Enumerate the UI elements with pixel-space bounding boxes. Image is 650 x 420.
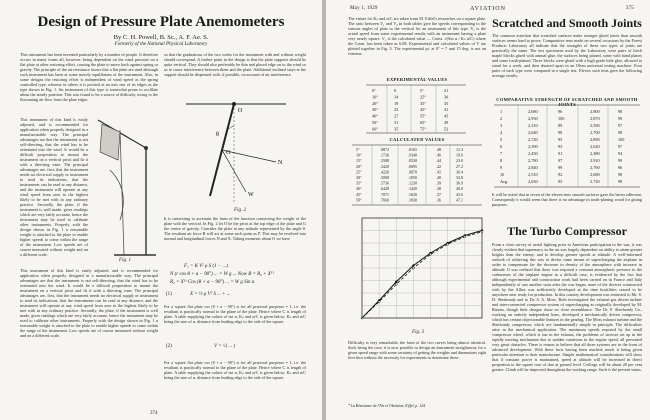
table-cell: 2,720: [528, 137, 538, 142]
table-cell: 10: [500, 172, 505, 177]
table-cell: 12.3: [456, 147, 463, 152]
table-cell: .42: [436, 163, 441, 169]
table-cell: 75°: [420, 126, 427, 132]
data-point: [430, 253, 432, 255]
scratched-joints-title: Scratched and Smooth Joints: [492, 16, 642, 30]
table-cell: 94: [618, 151, 623, 156]
equation-line-1: F₁ = K V² ρ S (1 − ...): [184, 264, 228, 269]
article-author: By C. H. Powell, B. Sc., A. F. Ae. S.: [113, 34, 209, 41]
fig3-chart: [348, 212, 488, 328]
conclusion-paragraph: Difficulty is very remarkable, the form of the two curves being almost identical. Such being the case, it is now possible to design an instrument straightaway for a given speed range with some certainty of getting the weights and dimensions right first shot without the necessity for experiments to determine these.: [348, 340, 486, 360]
equation-number-2: (2): [166, 344, 172, 349]
table-cell: 25°: [356, 169, 362, 175]
table-cell: .6428: [380, 186, 389, 192]
table-cell: .5736: [380, 180, 389, 186]
svg-text:G: G: [226, 150, 231, 156]
table-cell: 5°: [420, 88, 424, 93]
fig2-caption: Fig. 2: [234, 208, 246, 213]
table-cell: .48: [436, 147, 441, 152]
table-cell: 2,950: [528, 116, 538, 121]
table-cell: .0695: [408, 163, 417, 169]
data-point: [412, 267, 414, 269]
table-cell: 8: [500, 158, 503, 163]
table-cell: 2,450: [528, 151, 538, 156]
table-cell: 40.0: [456, 186, 463, 192]
table-cell: .1230: [408, 180, 417, 186]
data-point: [378, 301, 380, 303]
table-cell: .0340: [408, 152, 417, 158]
data-point: [412, 265, 414, 267]
table-cell: 15°: [356, 158, 362, 164]
table-cell: 89: [558, 123, 563, 128]
table-cell: .3420: [380, 163, 389, 169]
table-cell: 41: [444, 107, 449, 113]
table-cell: 45°: [420, 107, 427, 113]
table-cell: .46: [436, 152, 441, 158]
table-cell: 2,620: [590, 144, 600, 149]
table-cell: 96: [618, 165, 623, 170]
table-cell: 91: [558, 151, 563, 156]
data-point: [361, 317, 363, 319]
table-cell: 35: [394, 126, 399, 132]
table-cell: 97: [618, 144, 623, 149]
table-cell: 23.0: [456, 158, 463, 164]
series-line-experimental: [362, 231, 482, 319]
table-cell: 2,680: [590, 172, 600, 177]
table-cell: 3: [500, 123, 503, 128]
fig3-caption: Fig. 3: [412, 330, 424, 335]
left-page-number: 374: [150, 411, 158, 416]
data-point: [447, 243, 449, 245]
table-cell: 23: [394, 107, 399, 113]
table-cell: 4: [500, 130, 503, 135]
table-cell: .1830: [408, 197, 417, 203]
table-cell: 45°: [356, 191, 362, 197]
right-column-paragraph: so that the graduations of the two scales for the instrument with and without weight should correspond. A further point in the design is that the plate supports should be quite vertical. They should also preferably be thin and placed edge on to the wind so as to cause interference between them and the plate. Additional inclined stays at the support should be dispensed with, if possible, on account of air interference.: [164, 52, 306, 77]
table-cell: 25°: [420, 94, 427, 100]
table-cell: .0520: [408, 158, 417, 164]
footnote: * La Résistance de l'Air et l'Aviation, Eiffel, p. 124.: [348, 404, 426, 408]
table-cell: 98: [618, 172, 623, 177]
table-cell: .7660: [380, 197, 389, 203]
equation-line-2: N (r cos θ + a − 90°) ... = W g ... Now B = R₀ + X¹¹: [170, 272, 274, 277]
table-cell: .37: [436, 191, 441, 197]
header-magazine: AVIATION: [470, 6, 506, 12]
table-cell: 2,650: [528, 179, 538, 184]
values-paragraph: The values for Kₙ and α/C are taken from M. Eiffel's researches on a square plate. The ratio between V₁ and V₂ in both tables give the speeds corresponding to the various angles of plate to the vertical for an instrument of this type. Vₐ is the actual speed from some experimental results with an instrument having a plate very nearly square. V₁ is the calculated value — Const. √(Sin α / Kₙ α/C) where the Const. has been taken as 6.08. Experimental and calculated values of V are plotted together in Fig. 3. The experimental pt. at 0° = 7 and 15 deg. is not an extreme.: [348, 16, 486, 56]
table-cell: 98: [618, 130, 623, 135]
table-cell: 2,510: [528, 172, 538, 177]
table-cell: .2588: [380, 158, 389, 164]
table-cell: 40°: [356, 186, 362, 192]
table-cell: 19: [394, 100, 399, 106]
table-cell: 92: [558, 172, 563, 177]
table-cell: .41: [436, 169, 441, 175]
table-cell: 20°: [356, 163, 362, 169]
svg-text:θ: θ: [216, 132, 219, 138]
table-cell: .1620: [408, 191, 417, 197]
fig1-anemometer-drawing: [90, 110, 160, 260]
table-cell: 95: [558, 179, 563, 184]
table-cell: 27: [394, 113, 399, 119]
table-cell: .4226: [380, 169, 389, 175]
joints-table: [494, 104, 640, 188]
table-cell: 0°: [372, 88, 376, 93]
table-cell: 2,590: [528, 144, 538, 149]
table-intro-paragraph: For a square flat plate cos (θ + a − 90°) is for all practical purposes = 1, i.e. the resultant is practically normal to the plane of the plate. Hence where C is length of plate. A table supplying the values of sin α, Kₙ and α/C is given below, Kₙ and α/C being the sine of α, distance from leading edge to the side of the square.: [164, 360, 306, 380]
table-cell: 14: [394, 94, 399, 100]
left-column-paragraph: This instrument of this kind is easily adjusted, and is recommended for application when properly designed in a manufacturable way. The principal advantages are that the instrument is not self-directing, that the wind has to be orientated into the wind. It would be a difficult proposition to mount the instrument on a vertical pivot and fit it with a directing vane. The principal advantages are, first, that the instrument needs no electrical supply or instrument to read its indications, that the instruments can be read at any distance, and the instrument will operate at any wind speed from zero to the highest likely to be met with in any ordinary practice. Secondly, the plate, if the instrument is well made, gives readings which are very fairly accurate, hence the instrument may be used to calibrate other instruments. Properly with the design shown in Fig. 1 a reasonable weight is attached to the plate to enable higher speeds to come within the range of the instrument. Low speeds are of course measured without weight and on a different scale.: [20, 117, 88, 257]
table-cell: 30°: [356, 175, 362, 180]
data-point: [395, 283, 397, 285]
table-cell: 2,640: [528, 130, 538, 135]
equation-line-5: V = √( ... ): [214, 344, 236, 349]
table-cell: 50°: [372, 120, 379, 125]
svg-text:N: N: [278, 160, 283, 166]
left-column-continued: This instrument of this kind is easily adjusted, and is recommended for application when properly designed in a manufacturable way. The principal advantages are that the instrument is not self-directing, that the wind has to be orientated into the wind. It would be a difficult proposition to mount the instrument on a vertical pivot and fit it with a directing vane. The principal advantages are, first, that the instrument needs no electrical supply or instrument to read its indications, that the instruments can be read at any distance, and the instrument will operate at any wind speed from zero to the highest likely to be met with in any ordinary practice. Secondly, the plate, if the instrument is well made, gives readings which are very fairly accurate, hence the instrument may be used to calibrate other instruments. Properly with the design shown in Fig. 1 a reasonable weight is attached to the plate to enable higher speeds to come within the range of the instrument. Low speeds are of course measured without weight and on a different scale.: [20, 268, 158, 338]
table-cell: 2,720: [590, 179, 600, 184]
article-title: Design of Pressure Plate Anemometers: [37, 14, 285, 30]
turbo-compressor-text: From a close survey of aerial fighting prior to American participation in the war, it was clearly evident that supremacy in the air was largely dependent on ability to attain greater heights than the enemy, and to develop greater speeds at altitude. A well-informed outlook of achieving this was to devise some means of supercharging the airplane in order to compensate for the decrease in density of the atmosphere with increase in altitude. It was realized that there was required a constant atmospheric pressure to the carburetors of the airplane engine in a difficult case, is evidenced by the fact that although experimental and construction work had been carried on in France and Italy independently of one another soon after the war began, none of the devices constructed with by the Allies was sufficiently developed at the time hostilities ceased to be anywhere near ready for production. In this country development was entrusted to Mr. S. H. Sherbondy and to Dr. S. A. Moss. Both investigated the exhaust-gas driven turbine and inter-connected compressor system of supercharging as originally developed by M. Rateau, though their designs show no close resemblance. The Dr. F. Sherbondy Co., working on entirely independent lines, developed a mechanically driven compressor, which has certain objectionable features in the gearing. The Moss exhaust turbine and the Sherbondy compressor, which are fundamentally simple in principle. The difficulties arise in the mechanical application. The maximum speeds required by the small compressor wheel, which is run in the exhaust, the problems of stresses set up in the rapidly moving mechanism due to sudden variations in the engine speed, all presented very great obstacles. There is reason to believe that all three systems are in the front of advanced development. With these facts having been reached, much is being given particular attention to their manufacture. Simple mathematical considerations will show that if constant power is maintained, speed at altitude will be increased in direct proportion to the square root of that at ground level. Ceilings will be about 20 per cent greater. Climb will be improved throughout the working range. Such is the present status.: [492, 242, 642, 372]
table-cell: 5: [500, 137, 503, 142]
table-cell: 27.2: [456, 163, 463, 169]
table-cell: 52: [444, 126, 449, 132]
table-cell: 98: [558, 130, 563, 135]
data-point: [464, 236, 466, 238]
table-cell: 2: [500, 116, 503, 121]
table-cell: Avg.: [500, 179, 509, 184]
table-cell: 99: [558, 165, 563, 170]
table-cell: 6: [500, 144, 503, 149]
table-cell: 2,590: [590, 123, 600, 128]
experimental-table: [366, 84, 466, 134]
data-point: [395, 281, 397, 283]
table-cell: 10°: [356, 152, 362, 158]
table-cell: 5°: [356, 147, 360, 152]
table-cell: 18.6: [456, 152, 463, 158]
table-cell: .39: [436, 180, 441, 186]
table-cell: 93: [558, 144, 563, 149]
header-page-number: 375: [625, 6, 634, 11]
table-cell: 1: [500, 109, 503, 114]
intro-paragraph: This instrument has been invented particularly by a number of people. It therefore occurs in many forms all, however, being dependent on the wind pressure on a flat plate at other restoring effort, causing the plate to move back against spring or gravity. The principle of the air resistance shows that a flat plate are used although such instrument has been at some merely equilibrium of the instrument. Also, in some designs the restoring effort is independent of wind speed as the spring controlled type, whereas in others it is pivoted at an axis one of its edges as the type shown in Fig. 1. An instrument of this type is somewhat prone to oscillate about the steady position. This was found to be a source of difficulty owing to the fluctuating air flow from the plate edges.: [20, 52, 158, 102]
turbo-compressor-title: The Turbo Compressor: [507, 224, 627, 238]
table-cell: .0165: [408, 147, 417, 152]
table-cell: 30: [444, 94, 449, 100]
table-cell: 20°: [372, 100, 379, 106]
table-cell: 96: [558, 109, 563, 114]
table-cell: 30°: [372, 107, 379, 113]
right-page: [326, 0, 650, 420]
table-cell: 49: [444, 120, 449, 125]
joints-conclusion: It will be noted that in seven of the eleven tests smooth surfaces gave the better adhesion. Consequently it would seem that there is no advantage in tooth-planing wood for gluing purposes.: [492, 192, 642, 207]
table-cell: 35°: [356, 180, 362, 186]
equation-number-1: (1): [166, 292, 172, 297]
table-cell: 43.6: [456, 191, 463, 197]
scratched-joints-text: The common assertion that scratched surfaces make stronger glued joints than smooth surfaces seems hard to prove. Comparative tests made on several occasions by the Forest Products Laboratory all indicate that the strengths of these two types of joints are practically the same. The test specimens used by the Laboratory were pairs of birch maple blocks glued with animal glue, the surfaces being planed, some with hand planes and some tooth-planed. Three blocks were glued with a high grade hide glue, allowed to stand for a week, and then sheared apart in an Olsen universal testing machine. Four pairs of each type were compared in a single test. Eleven such tests gave the following average results:: [492, 33, 642, 78]
table-cell: 31: [394, 120, 399, 125]
calculated-table-title: CALCULATED VALUES: [389, 137, 445, 142]
table-cell: .1420: [408, 186, 417, 192]
svg-text:O: O: [238, 108, 243, 114]
article-affiliation: Formerly of the National Physical Laboratory: [114, 42, 208, 47]
table-cell: 40°: [372, 113, 379, 119]
table-cell: .44: [436, 158, 441, 164]
header-date: May 1, 1929: [350, 6, 378, 11]
table-cell: 2,700: [590, 130, 600, 135]
table-cell: 50°: [356, 197, 362, 203]
table-cell: 47.1: [456, 197, 463, 203]
data-point: [481, 231, 483, 233]
table-cell: 97: [558, 158, 563, 163]
table-cell: .40: [436, 175, 441, 180]
table-cell: 35: [444, 100, 449, 106]
table-cell: 9: [500, 165, 503, 170]
table-cell: 30.4: [456, 169, 463, 175]
left-page: [0, 0, 322, 420]
table-cell: .1736: [380, 152, 389, 158]
table-cell: 2,910: [590, 158, 600, 163]
table-cell: 2,800: [590, 109, 600, 114]
table-cell: 98: [618, 179, 623, 184]
table-cell: .1050: [408, 175, 417, 180]
table-cell: 99: [618, 158, 623, 163]
table-cell: 2,680: [528, 109, 538, 114]
table-cell: 2,840: [528, 165, 538, 170]
table-cell: 98: [618, 109, 623, 114]
table-cell: 2,380: [590, 151, 600, 156]
table-cell: .7071: [380, 191, 389, 197]
table-cell: 65°: [420, 120, 427, 125]
table-cell: 7: [500, 151, 503, 156]
calculated-table: [352, 144, 482, 206]
table-cell: .38: [436, 186, 441, 192]
experimental-table-title: EXPERIMENTAL VALUES: [386, 77, 448, 82]
table-cell: 2,890: [590, 137, 600, 142]
equation-line-4: X = ½ ρ V² S ... + ...: [190, 292, 231, 297]
equation-line-3: R₀ = X¹¹ Cos (θ + a − 90°) ... = W g Sin a: [170, 280, 255, 285]
table-cell: 55°: [420, 113, 427, 119]
table-cell: 35°: [420, 100, 427, 106]
table-cell: 33.8: [456, 175, 463, 180]
fig1-caption: Fig. 1: [119, 258, 131, 263]
table-cell: .0872: [380, 147, 389, 152]
table-cell: .0870: [408, 169, 417, 175]
square-plate-paragraph: For a square flat plate cos (θ + a − 90°) is for all practical purposes = 1, i.e. the resultant is practically normal to the plane of the plate. Hence where C is length of plate. A table supplying the values of sin α, Kₙ and α/C is given below, Kₙ and α/C being the sine of α, distance from leading edge to the side of the square.: [164, 304, 306, 324]
table-cell: 45: [444, 113, 449, 119]
series-line-calculated: [362, 232, 482, 318]
joints-table-title: COMPARATIVE STRENGTH OF SCRATCHED AND SMOOTH JOINTS: [496, 97, 638, 107]
fig2-description: It is interesting to ascertain the form of the function connecting the weight of the plate with the vertical. In Fig. 2 let O be the pivot at the top edge of the plate and G the centre of gravity. Consider the plate at any attitude represented by the angle θ. The resultant air force R will act at some such point as P. This may be resolved into normal and longitudinal forces N and X. Taking moments about O we have: [164, 216, 306, 241]
table-cell: 2,870: [590, 116, 600, 121]
table-cell: 95: [558, 137, 563, 142]
fig2-force-diagram: [176, 96, 296, 208]
table-cell: 100: [618, 137, 625, 142]
svg-text:W: W: [248, 192, 254, 198]
table-cell: 60°: [372, 126, 379, 132]
table-cell: 2,780: [528, 158, 538, 163]
table-cell: 100: [558, 116, 565, 121]
table-cell: .5000: [380, 175, 389, 180]
table-cell: 99: [618, 116, 623, 121]
table-cell: 2,760: [590, 165, 600, 170]
table-cell: 2,310: [528, 123, 538, 128]
table-cell: 36.9: [456, 180, 463, 186]
table-cell: 10°: [372, 94, 379, 100]
table-cell: 97: [618, 123, 623, 128]
table-cell: 0: [394, 88, 397, 93]
table-cell: 21: [444, 88, 449, 93]
table-cell: .36: [436, 197, 441, 203]
